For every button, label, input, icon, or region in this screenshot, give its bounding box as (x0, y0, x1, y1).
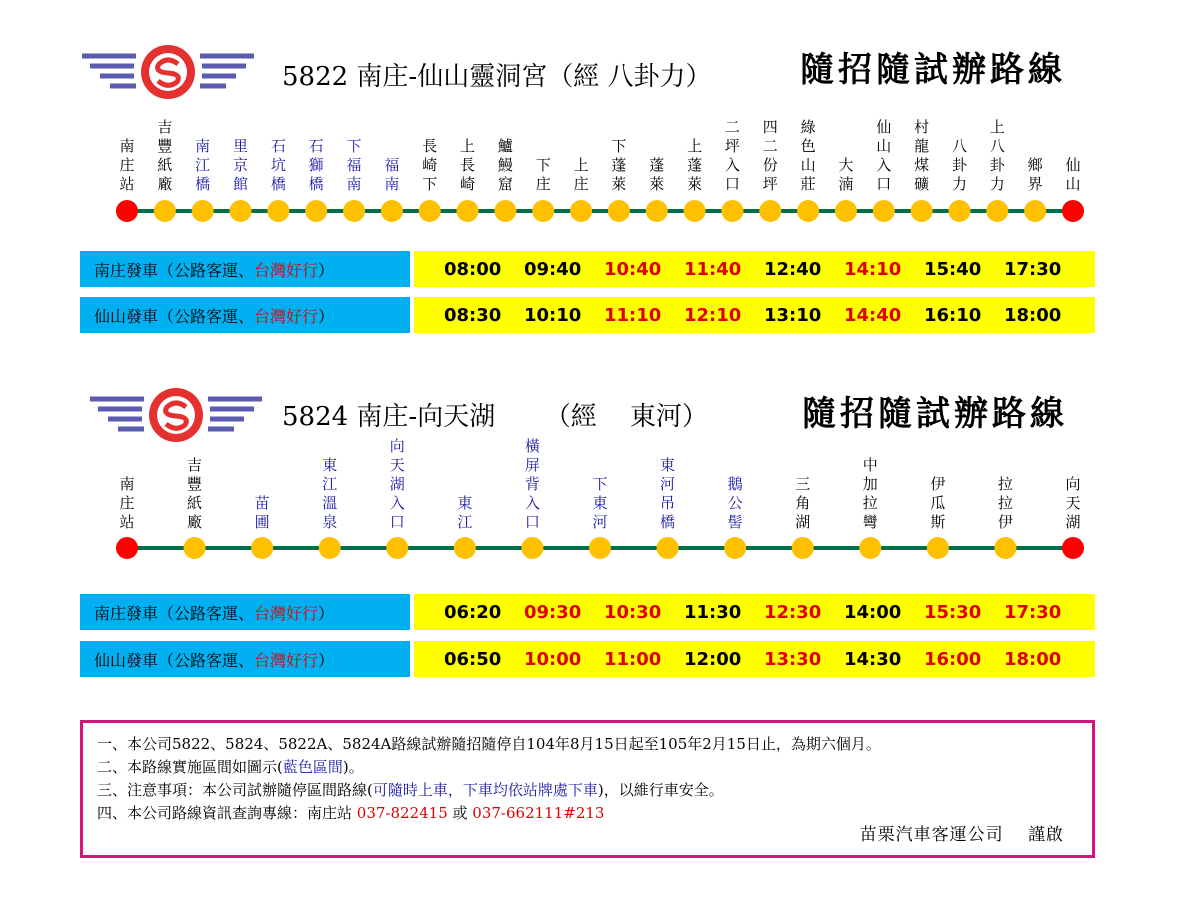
taiwan-tour-bus-label: 台灣好行 (254, 306, 319, 326)
stop-name: 鱸鰻窟 (497, 137, 513, 193)
schedule-label (80, 297, 410, 333)
departure-time: 12:40 (764, 258, 822, 280)
route1-line (0, 198, 1200, 224)
stop-name: 上蓬萊 (687, 137, 703, 193)
stop-name: 仙山入口 (876, 118, 892, 193)
stop-marker[interactable] (267, 200, 289, 222)
stop-marker[interactable] (494, 200, 516, 222)
departure-time: 11:10 (604, 304, 662, 326)
departure-time: 14:40 (844, 304, 902, 326)
stop-name: 東河吊橋 (660, 456, 676, 531)
departure-times (414, 641, 1095, 677)
stop-marker[interactable] (419, 200, 441, 222)
notice-line-2-end: )。 (342, 758, 364, 776)
schedule-label-text: 南庄發車（公路客運、 (94, 603, 255, 623)
departure-time: 18:00 (1004, 648, 1062, 670)
taiwan-tour-bus-label: 台灣好行 (254, 650, 319, 670)
stop-name: 長崎下 (422, 137, 438, 193)
departure-time: 12:30 (764, 601, 822, 623)
stop-name: 鄉界 (1027, 156, 1043, 193)
departure-time: 15:30 (924, 601, 982, 623)
stop-name: 上長崎 (460, 137, 476, 193)
departure-time: 18:00 (1004, 304, 1062, 326)
departure-time: 10:00 (524, 648, 582, 670)
departure-times (414, 594, 1095, 630)
stop-name: 橫屏背入口 (524, 437, 540, 531)
stop-name: 綠色山莊 (800, 118, 816, 193)
schedule-label-end: ） (318, 306, 335, 326)
stop-marker[interactable] (184, 537, 206, 559)
stop-name: 石獅橋 (308, 137, 324, 193)
stop-name: 上庄 (573, 156, 589, 193)
stop-name: 八卦力 (951, 137, 967, 193)
stop-marker[interactable] (994, 537, 1016, 559)
company-logo-2 (86, 385, 266, 447)
stop-marker[interactable] (948, 200, 970, 222)
stop-name: 里京館 (233, 137, 249, 193)
departure-time: 10:30 (604, 601, 662, 623)
stop-name: 伊瓜斯 (930, 475, 946, 531)
departure-time: 10:10 (524, 304, 582, 326)
stop-name: 三角湖 (795, 475, 811, 531)
stop-marker[interactable] (835, 200, 857, 222)
stop-marker[interactable] (684, 200, 706, 222)
stop-name: 蓬萊 (649, 156, 665, 193)
route1-title: 5822 南庄-仙山靈洞宮（經 八卦力） (282, 62, 712, 92)
stop-marker[interactable] (521, 537, 543, 559)
phone-number-1: 037-822415 (356, 804, 448, 822)
stop-name: 二坪入口 (724, 118, 740, 193)
stop-marker[interactable] (1062, 537, 1084, 559)
departure-time: 13:10 (764, 304, 822, 326)
stop-marker[interactable] (1062, 200, 1084, 222)
schedule-row (80, 641, 1095, 677)
notice-or: 或 (447, 804, 473, 822)
stop-name: 村龍煤礦 (914, 118, 930, 193)
route1-trial-title: 隨招隨試辦路線 (800, 50, 1066, 90)
departure-time: 16:10 (924, 304, 982, 326)
stop-name: 中加拉彎 (862, 456, 878, 531)
stop-marker[interactable] (911, 200, 933, 222)
departure-time: 08:00 (444, 258, 502, 280)
stop-marker[interactable] (570, 200, 592, 222)
stop-marker[interactable] (154, 200, 176, 222)
departure-times (414, 251, 1095, 287)
stop-marker[interactable] (230, 200, 252, 222)
stop-marker[interactable] (721, 200, 743, 222)
departure-time: 09:30 (524, 601, 582, 623)
stop-marker[interactable] (343, 200, 365, 222)
stop-name: 向天湖 (1065, 475, 1081, 531)
notice-blue-range: 藍色區間 (282, 758, 343, 776)
stop-marker[interactable] (454, 537, 476, 559)
notice-line-1: 一、本公司5822、5824、5822A、5824A路線試辦隨招隨停自104年8月15日起至105年2月15日止，為期六個月。 (97, 735, 881, 753)
notice-line-3 (97, 779, 1078, 802)
notice-box (80, 720, 1095, 858)
departure-time: 10:40 (604, 258, 662, 280)
departure-time: 17:30 (1004, 601, 1062, 623)
stop-marker[interactable] (927, 537, 949, 559)
schedule-label-end: ） (318, 603, 335, 623)
stop-name: 大湳 (838, 156, 854, 193)
signature: 苗栗汽車客運公司 謹啟 (859, 825, 1064, 845)
stop-name: 南庄站 (119, 137, 135, 193)
taiwan-tour-bus-label: 台灣好行 (254, 260, 319, 280)
notice-line-2 (97, 756, 1078, 779)
stop-name: 東江溫泉 (322, 456, 338, 531)
stop-name: 下庄 (535, 156, 551, 193)
departure-time: 08:30 (444, 304, 502, 326)
stop-name: 石坑橋 (270, 137, 286, 193)
stop-marker[interactable] (986, 200, 1008, 222)
departure-time: 16:00 (924, 648, 982, 670)
schedule-row (80, 251, 1095, 287)
stop-name: 下蓬萊 (611, 137, 627, 193)
stop-name: 東江 (457, 494, 473, 531)
stop-marker[interactable] (859, 537, 881, 559)
stop-marker[interactable] (192, 200, 214, 222)
departure-time: 17:30 (1004, 258, 1062, 280)
stop-name: 向天湖入口 (389, 437, 405, 531)
stop-marker[interactable] (116, 200, 138, 222)
stop-marker[interactable] (319, 537, 341, 559)
stop-marker[interactable] (381, 200, 403, 222)
stop-marker[interactable] (797, 200, 819, 222)
schedule-label (80, 641, 410, 677)
departure-time: 14:10 (844, 258, 902, 280)
notice-line-4 (97, 802, 1078, 825)
stop-name: 拉拉伊 (997, 475, 1013, 531)
departure-time: 12:00 (684, 648, 742, 670)
stop-marker[interactable] (1024, 200, 1046, 222)
taiwan-tour-bus-label: 台灣好行 (254, 603, 319, 623)
stop-name: 下東河 (592, 475, 608, 531)
notice-boarding-rule: 可隨時上車，下車均依站牌處下車 (372, 781, 598, 799)
departure-times (414, 297, 1095, 333)
departure-time: 11:40 (684, 258, 742, 280)
stop-marker[interactable] (589, 537, 611, 559)
schedule-label-text: 南庄發車（公路客運、 (94, 260, 255, 280)
departure-time: 06:50 (444, 648, 502, 670)
stop-marker[interactable] (873, 200, 895, 222)
stop-name: 南江橋 (195, 137, 211, 193)
schedule-row (80, 594, 1095, 630)
stop-marker[interactable] (532, 200, 554, 222)
notice-line-4-text: 四、本公司路線資訊查詢專線：南庄站 (97, 804, 357, 822)
stop-marker[interactable] (251, 537, 273, 559)
schedule-label-end: ） (318, 260, 335, 280)
phone-number-2: 037-662111#213 (472, 804, 605, 822)
departure-time: 15:40 (924, 258, 982, 280)
stop-name: 南庄站 (119, 475, 135, 531)
departure-time: 14:00 (844, 601, 902, 623)
departure-time: 13:30 (764, 648, 822, 670)
departure-time: 06:20 (444, 601, 502, 623)
stop-marker[interactable] (305, 200, 327, 222)
stop-marker[interactable] (792, 537, 814, 559)
stop-name: 吉豐紙廠 (187, 456, 203, 531)
stop-marker[interactable] (657, 537, 679, 559)
departure-time: 11:30 (684, 601, 742, 623)
schedule-label-end: ） (318, 650, 335, 670)
stop-marker[interactable] (608, 200, 630, 222)
schedule-label-text: 仙山發車（公路客運、 (94, 306, 255, 326)
notice-line-3-end: )，以維行車安全。 (597, 781, 724, 799)
stop-name: 吉豐紙廠 (157, 118, 173, 193)
stop-marker[interactable] (457, 200, 479, 222)
stop-marker[interactable] (116, 537, 138, 559)
schedule-label-text: 仙山發車（公路客運、 (94, 650, 255, 670)
schedule-label (80, 594, 410, 630)
stop-marker[interactable] (724, 537, 746, 559)
departure-time: 09:40 (524, 258, 582, 280)
route2-trial-title: 隨招隨試辦路線 (802, 394, 1068, 434)
stop-marker[interactable] (646, 200, 668, 222)
stop-name: 仙山 (1065, 156, 1081, 193)
stop-marker[interactable] (386, 537, 408, 559)
stop-name: 福南 (384, 156, 400, 193)
schedule-label (80, 251, 410, 287)
stop-name: 下福南 (346, 137, 362, 193)
company-logo (78, 42, 258, 104)
notice-line-2-text: 二、本路線實施區間如圖示( (97, 758, 283, 776)
stop-name: 上八卦力 (989, 118, 1005, 193)
stop-name: 四二份坪 (762, 118, 778, 193)
stop-marker[interactable] (759, 200, 781, 222)
schedule-row (80, 297, 1095, 333)
route2-line (0, 535, 1200, 561)
departure-time: 12:10 (684, 304, 742, 326)
stop-name: 鵝公髻 (727, 475, 743, 531)
departure-time: 11:00 (604, 648, 662, 670)
notice-line-3-text: 三、注意事項：本公司試辦隨停區間路線( (97, 781, 373, 799)
stop-name: 苗圃 (254, 494, 270, 531)
route2-title: 5824 南庄-向天湖 （經 東河） (282, 402, 708, 432)
departure-time: 14:30 (844, 648, 902, 670)
